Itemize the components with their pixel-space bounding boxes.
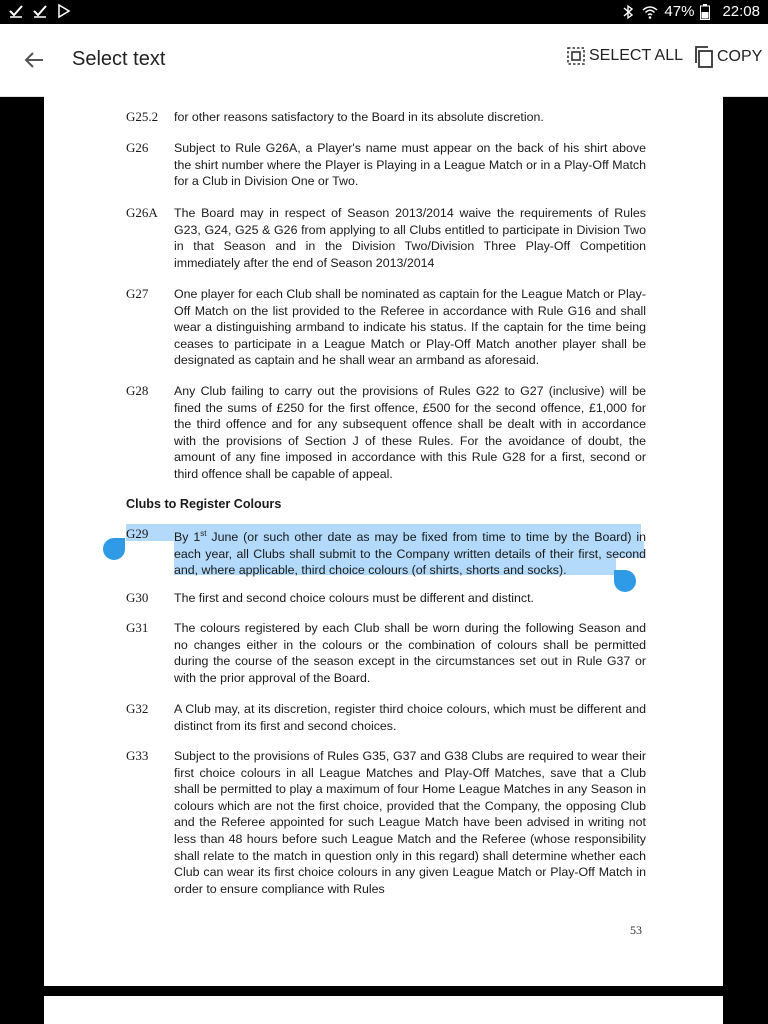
check-download-icon [32,3,48,19]
rule-text: The Board may in respect of Season 2013/2014 waive the requirements of Rules G23, G24, G25 & G26 from applying to all Clubs entitled to participate in Division Two in that Season and in the Division Two/Division Three Play-Off Competition immediately after the end of Season 2013/2014 [174,206,646,270]
section-heading: Clubs to Register Colours [126,497,282,511]
rule-number: G25.2 [126,109,159,124]
select-all-label: SELECT ALL [589,47,683,64]
page-number: 53 [630,923,642,937]
rule-text: The colours registered by each Club shall be worn during the following Season and no changes either in the colours or the combination of colours shall be permitted during the course of the season except in the circumstances set out in Rule G37 or with the prior approval of the Board. [174,621,646,685]
rule-text [174,526,646,579]
document-page[interactable] [44,96,723,986]
selection-start-handle[interactable] [103,538,125,560]
rule-text: Any Club failing to carry out the provisions of Rules G22 to G27 (inclusive) will be fined the sums of £250 for the first offence, £500 for the second offence, £1,000 for the third offence and for any subsequent offence shall be dealt with in accordance with the provisions of Section J of these Rules. For the avoidance of doubt, the amount of any fine imposed in accordance with this Rule G28 for a first, second or third offence shall be capable of appeal. [174,384,646,481]
rule-number: G31 [126,620,149,635]
copy-button[interactable] [694,46,762,68]
copy-icon [694,46,714,68]
select-all-button[interactable] [566,46,683,66]
rule-number: G32 [126,701,149,716]
check-download-icon [8,3,24,19]
rule-number: G26A [126,205,158,220]
rule-number: G27 [126,286,149,301]
rule-number: G28 [126,383,149,398]
back-arrow-icon [23,49,45,71]
rule-text: for other reasons satisfactory to the Board in its absolute discretion. [174,110,544,124]
rule-number: G33 [126,748,149,763]
system-icons [620,3,760,20]
rule-text: One player for each Club shall be nominated as captain for the League Match or Play-Off Match on the list provided to the Referee in accordance with Rule G16 and shall wear a distinguishing armband to indicate his status. If the captain for the time being ceases to participate in a League Match or Play-Off Match another player shall be designated as captain and he shall wear an armband as aforesaid. [174,287,646,368]
play-store-icon [56,3,72,19]
copy-label: COPY [717,48,763,65]
page-title: Select text [72,48,166,70]
bluetooth-icon [620,4,636,20]
rule-text: A Club may, at its discretion, register third choice colours, which must be different and distinct from its first and second choices. [174,702,646,733]
select-all-icon [566,46,586,66]
status-bar [0,0,768,24]
rule-text: The first and second choice colours must be different and distinct. [174,591,534,605]
battery-percent: 47% [664,3,695,20]
selection-end-handle[interactable] [614,570,636,592]
battery-icon [700,4,716,20]
superscript: st [200,529,207,538]
rule-number: G29 [126,526,149,541]
rule-text-part: By 1 [174,530,201,545]
next-document-page [44,996,723,1024]
rule-text-part: June (or such other date as may be fixed from time to time by the Board) in each year, all Clubs shall submit to the Company written details of their first, second and, where applicable, third choice colours (of shirts, shorts and socks). [174,530,646,578]
rule-text: Subject to Rule G26A, a Player's name must appear on the back of his shirt above the shirt number where the Player is Playing in a League Match or in a Play-Off Match for a Club in Division One or Two. [174,141,646,189]
rule-number: G26 [126,140,149,155]
rule-number: G30 [126,590,149,605]
notification-icons [8,3,72,19]
wifi-icon [642,4,658,20]
app-bar [0,24,768,97]
back-button[interactable] [10,36,58,84]
clock: 22:08 [722,3,760,20]
rule-text: Subject to the provisions of Rules G35, G37 and G38 Clubs are required to wear their first choice colours in all League Matches and Play-Off Matches, save that a Club shall be permitted to play a maximum of four Home League Matches in any Season in colours which are not the first choice, provided that the Company, the opposing Club and the Referee appointed for such League Match have been advised in writing not less than 48 hours before such League Match and the Referee (whose responsibility shall relate to the match in question only in this regard) shall determine whether each Club can wear its first choice colours in any given League Match or Play-Off Match in order to ensure compliance with Rules [174,749,646,896]
